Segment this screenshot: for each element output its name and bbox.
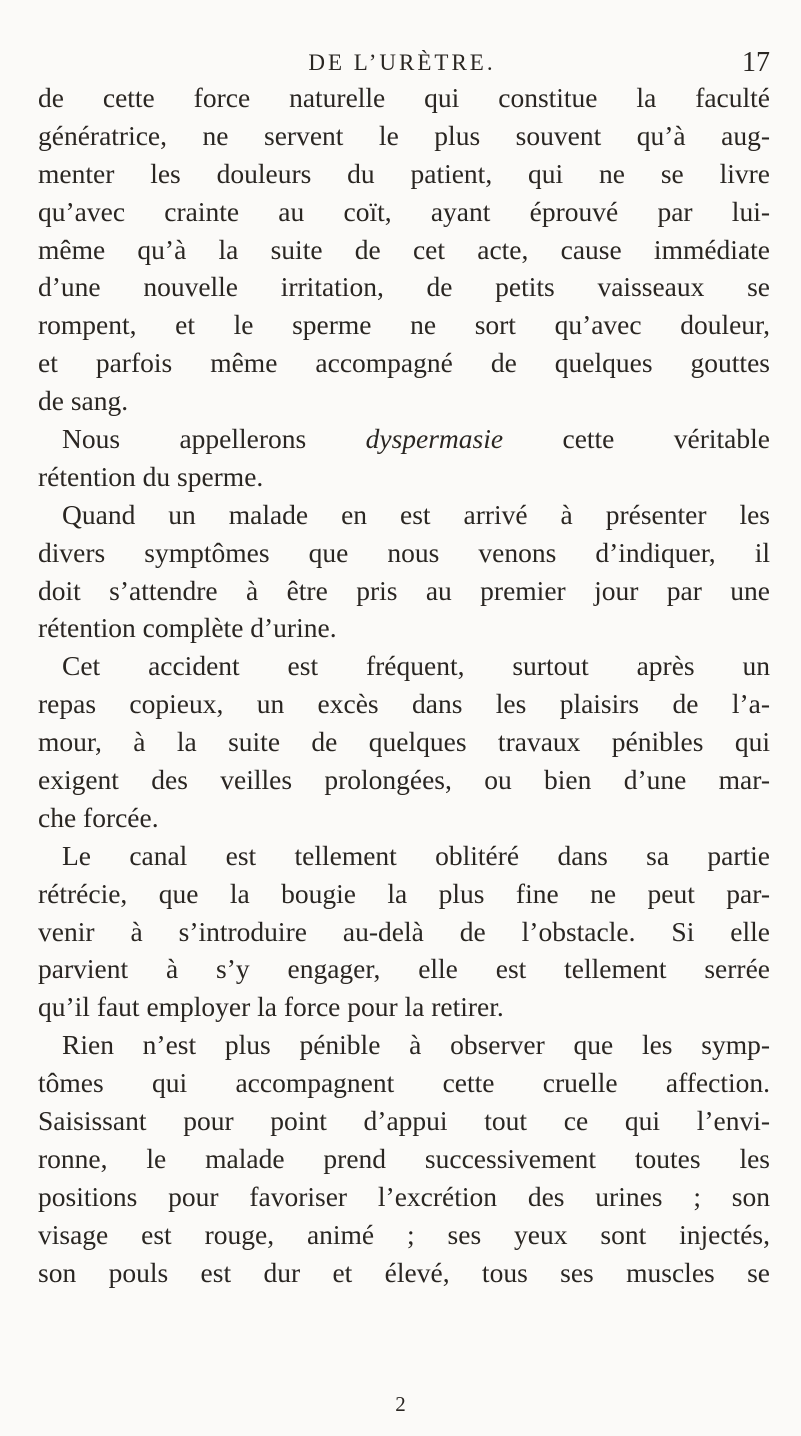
text-line: rétention du sperme. [38, 460, 264, 492]
text-line: rompent, et le sperme ne sort qu’avec douleur, [38, 309, 770, 341]
page-number: 17 [742, 47, 770, 78]
text-line: mour, à la suite de quelques travaux pénibles qui [38, 726, 770, 758]
text-line: divers symptômes que nous venons d’indiquer, il [38, 536, 770, 568]
text-run: cette véritable [503, 423, 770, 455]
running-head [32, 46, 772, 80]
text-line: génératrice, ne servent le plus souvent qu’à aug- [38, 119, 770, 151]
text-line: son pouls est dur et élevé, tous ses muscles se [38, 1256, 770, 1288]
text-line: doit s’attendre à être pris au premier jour par une [38, 574, 770, 606]
text-line: Cet accident est fréquent, surtout après un [62, 650, 770, 682]
text-line: de sang. [38, 385, 129, 417]
text-line: menter les douleurs du patient, qui ne se livre [38, 157, 770, 189]
italic-term: dyspermasie [365, 423, 504, 455]
text-line: repas copieux, un excès dans les plaisirs de l’a- [38, 688, 770, 720]
text-line: Le canal est tellement oblitéré dans sa partie [62, 839, 770, 871]
text-line: visage est rouge, animé ; ses yeux sont injectés, [38, 1218, 770, 1250]
text-line: de cette force naturelle qui constitue la faculté [38, 82, 770, 113]
text-line: et parfois même accompagné de quelques gouttes [38, 347, 770, 379]
signature-mark: 2 [395, 1392, 406, 1416]
text-line: même qu’à la suite de cet acte, cause immédiate [38, 233, 770, 265]
text-line: positions pour favoriser l’excrétion des urines ; son [38, 1180, 770, 1212]
text-line: qu’avec crainte au coït, ayant éprouvé par lui- [38, 195, 770, 227]
text-run: Nous appellerons [62, 423, 366, 455]
text-line [38, 420, 770, 458]
text-line: che forcée. [38, 801, 159, 833]
text-line: qu’il faut employer la force pour la retirer. [38, 991, 504, 1023]
running-title: DE L’URÈTRE. [308, 50, 496, 75]
text-line: rétrécie, que la bougie la plus fine ne peut par- [38, 877, 770, 909]
text-line: Saisissant pour point d’appui tout ce qui l’envi- [38, 1105, 770, 1137]
text-line: d’une nouvelle irritation, de petits vaisseaux se [38, 271, 770, 303]
text-line: Rien n’est plus pénible à observer que les symp- [62, 1029, 770, 1061]
text-line: rétention complète d’urine. [38, 612, 337, 644]
text-line: venir à s’introduire au-delà de l’obstacle. Si elle [38, 915, 770, 947]
text-line: tômes qui accompagnent cette cruelle affection. [38, 1067, 770, 1099]
text-line: Quand un malade en est arrivé à présenter les [62, 498, 770, 530]
body-text [38, 79, 770, 1292]
text-line: parvient à s’y engager, elle est tellement serrée [38, 953, 770, 985]
text-line: ronne, le malade prend successivement toutes les [38, 1142, 770, 1174]
text-line: exigent des veilles prolongées, ou bien d’une mar- [38, 764, 770, 796]
